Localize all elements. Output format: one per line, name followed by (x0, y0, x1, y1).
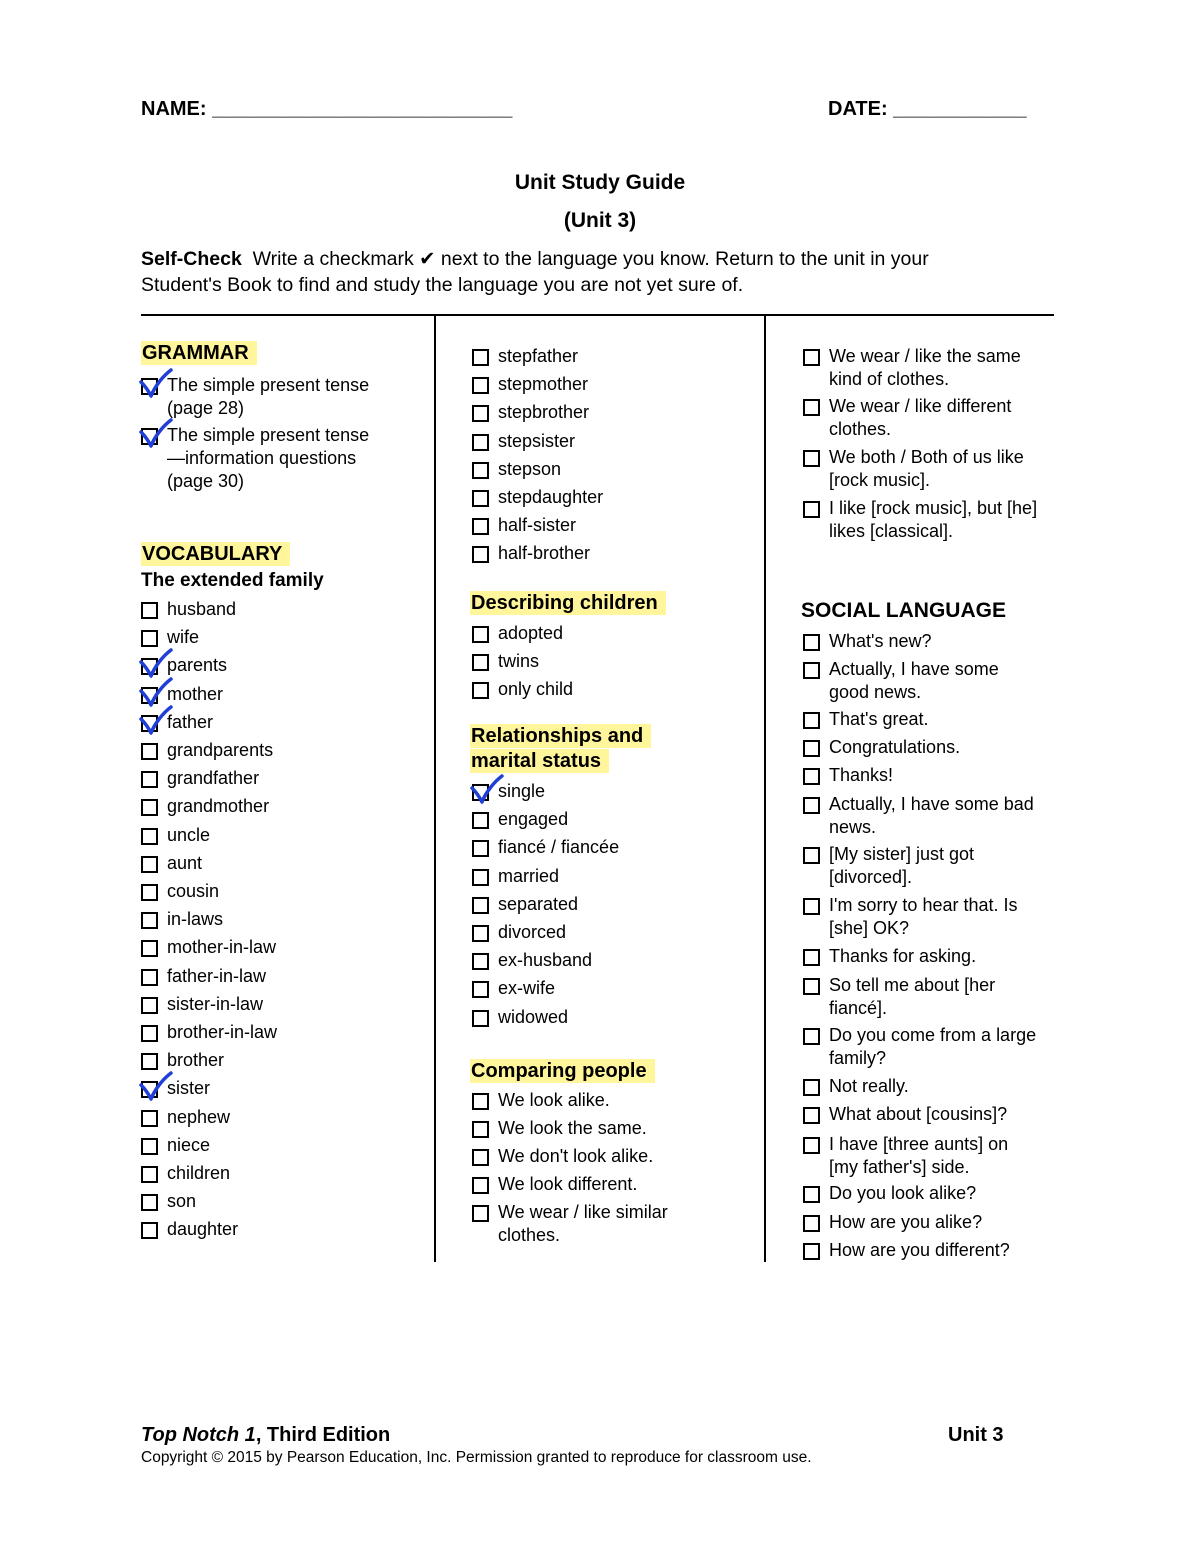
checkbox-checked[interactable] (472, 784, 489, 801)
comparing-item-we-look-alike[interactable] (472, 1089, 692, 1112)
item-label: We don't look alike. (498, 1146, 654, 1166)
social-item-do-you-look-alike[interactable] (803, 1182, 1038, 1205)
comparing-item-we-don-t-look-alike[interactable] (472, 1145, 692, 1168)
item-label: aunt (167, 852, 203, 873)
checkbox[interactable] (472, 1121, 489, 1138)
checkbox[interactable] (472, 1149, 489, 1166)
book-title-italic: Top Notch 1 (141, 1424, 256, 1446)
item-label: niece (167, 1134, 211, 1155)
item-label: children (167, 1163, 231, 1183)
checkbox[interactable] (803, 349, 820, 366)
instructions-line2: Student's Book to find and study the language you are not yet sure of. (141, 274, 744, 296)
column-divider-1 (434, 316, 436, 1262)
step-item-stepbrother[interactable] (472, 401, 732, 424)
item-label: I have [three aunts] on [my father's] side. (829, 1134, 1009, 1177)
item-label: I'm sorry to hear that. Is [she] OK? (829, 895, 1018, 938)
item-label: Do you look alike? (829, 1183, 977, 1203)
checkbox[interactable] (141, 940, 158, 957)
checkbox[interactable] (803, 1107, 820, 1124)
checkbox[interactable] (141, 997, 158, 1014)
checkbox[interactable] (472, 840, 489, 857)
checkbox[interactable] (472, 953, 489, 970)
family-item-sister-in-law[interactable] (141, 993, 401, 1016)
checkbox[interactable] (141, 602, 158, 619)
step-item-stepfather[interactable] (472, 345, 732, 368)
item-label: How are you different? (829, 1240, 1010, 1260)
item-label: How are you alike? (829, 1212, 983, 1232)
checkbox[interactable] (141, 856, 158, 873)
checkbox[interactable] (472, 981, 489, 998)
family-item-in-laws[interactable] (141, 908, 401, 931)
checkbox[interactable] (472, 546, 489, 563)
column-divider-2 (764, 316, 766, 1262)
checkbox[interactable] (803, 450, 820, 467)
item-label: brother (167, 1050, 225, 1071)
checkbox[interactable] (141, 884, 158, 901)
item-label: daughter (167, 1219, 239, 1240)
relationship-item-divorced[interactable] (472, 921, 732, 944)
instructions-line1: Write a checkmark ✔ next to the language you know. Return to the unit in your (241, 248, 929, 270)
grammar-item-the-simple-present-tense-page-28[interactable] (141, 374, 381, 420)
checkbox[interactable] (472, 405, 489, 422)
checkbox[interactable] (472, 1010, 489, 1027)
step-item-stepson[interactable] (472, 458, 732, 481)
relationship-item-ex-wife[interactable] (472, 977, 732, 1000)
checkbox[interactable] (472, 349, 489, 366)
item-label: The simple present tense (page 28) (167, 375, 370, 418)
item-label: ex-husband (498, 950, 593, 971)
social-item-what-about-cousins[interactable] (803, 1103, 1038, 1126)
step-item-stepsister[interactable] (472, 430, 732, 453)
checkbox[interactable] (141, 743, 158, 760)
item-label: We look the same. (498, 1118, 647, 1138)
checkbox[interactable] (472, 1093, 489, 1110)
item-label: ex-wife (498, 978, 556, 999)
item-label: father (167, 711, 214, 732)
checkbox[interactable] (472, 434, 489, 451)
item-label: brother-in-law (167, 1022, 278, 1042)
social-item-congratulations[interactable] (803, 736, 1038, 759)
item-label: adopted (498, 623, 564, 643)
relationship-item-fianc-fianc-e[interactable] (472, 836, 732, 859)
checkbox[interactable] (803, 847, 820, 864)
footer-book-title (141, 1424, 390, 1447)
page-title: Unit Study Guide (514, 171, 686, 194)
item-label: stepdaughter (498, 487, 604, 507)
family-item-grandfather[interactable] (141, 767, 401, 790)
checkbox[interactable] (141, 912, 158, 929)
family-item-wife[interactable] (141, 626, 401, 649)
checkbox[interactable] (803, 634, 820, 651)
item-label: That's great. (829, 709, 929, 729)
extended-family-heading: The extended family (141, 570, 324, 591)
name-field[interactable]: NAME: ___________________________ (141, 98, 513, 120)
family-item-niece[interactable] (141, 1134, 401, 1157)
item-label: son (167, 1191, 197, 1212)
checkbox[interactable] (803, 949, 820, 966)
comparing-item-we-look-the-same[interactable] (472, 1117, 692, 1140)
checkbox[interactable] (141, 1025, 158, 1042)
item-label: I like [rock music], but [he] likes [classical]. (829, 498, 1038, 541)
family-item-grandmother[interactable] (141, 795, 401, 818)
step-item-half-sister[interactable] (472, 514, 732, 537)
item-label: We wear / like similar clothes. (498, 1202, 668, 1245)
relationship-item-separated[interactable] (472, 893, 732, 916)
item-label: mother-in-law (167, 937, 277, 958)
item-label: half-brother (498, 543, 591, 564)
family-item-mother[interactable] (141, 683, 401, 706)
social-item-not-really[interactable] (803, 1075, 1038, 1098)
social-item-so-tell-me-about-her-fianc[interactable] (803, 974, 1038, 1020)
checkbox[interactable] (141, 1222, 158, 1239)
checkbox[interactable] (141, 799, 158, 816)
relationship-item-ex-husband[interactable] (472, 949, 732, 972)
relationship-item-engaged[interactable] (472, 808, 732, 831)
item-label: mother (167, 683, 224, 704)
item-label: What's new? (829, 631, 932, 651)
family-item-brother[interactable] (141, 1049, 401, 1072)
family-item-grandparents[interactable] (141, 739, 401, 762)
item-label: sister (167, 1078, 211, 1099)
social-item-thanks-for-asking[interactable] (803, 945, 1038, 968)
item-label: stepsister (498, 430, 576, 451)
checkbox[interactable] (472, 654, 489, 671)
family-item-brother-in-law[interactable] (141, 1021, 401, 1044)
checkbox[interactable] (472, 897, 489, 914)
item-label: half-sister (498, 515, 577, 536)
checkbox[interactable] (141, 1194, 158, 1211)
checkbox[interactable] (472, 626, 489, 643)
family-item-cousin[interactable] (141, 880, 401, 903)
checkbox[interactable] (472, 869, 489, 886)
item-label: We wear / like different clothes. (829, 396, 1012, 439)
checkbox-checked[interactable] (141, 378, 158, 395)
divider-horizontal (141, 314, 1054, 316)
family-item-father[interactable] (141, 711, 401, 734)
checkbox[interactable] (472, 682, 489, 699)
item-label: cousin (167, 881, 220, 901)
copyright-notice: Copyright © 2015 by Pearson Education, Inc. Permission granted to reproduce for classroom use. (141, 1449, 812, 1466)
item-label: widowed (498, 1006, 569, 1027)
item-label: Thanks for asking. (829, 946, 977, 966)
checkbox[interactable] (141, 771, 158, 788)
item-label: [My sister] just got [divorced]. (829, 844, 975, 887)
family-item-husband[interactable] (141, 598, 401, 621)
footer-unit: Unit 3 (948, 1424, 1004, 1446)
checkbox[interactable] (803, 797, 820, 814)
item-label: grandfather (167, 768, 260, 789)
social-item-i-have-three-aunts-on-my-father-s-side[interactable] (803, 1133, 1038, 1179)
item-label: uncle (167, 824, 211, 845)
checkbox-checked[interactable] (141, 428, 158, 445)
checkbox[interactable] (141, 630, 158, 647)
family-item-daughter[interactable] (141, 1218, 401, 1241)
children-item-only-child[interactable] (472, 678, 732, 701)
social-item-i-m-sorry-to-hear-that-is-she-ok[interactable] (803, 894, 1038, 940)
page-subtitle: (Unit 3) (563, 209, 637, 232)
checkbox[interactable] (472, 518, 489, 535)
grammar-heading: GRAMMAR (141, 341, 257, 365)
checkbox[interactable] (472, 377, 489, 394)
checkbox[interactable] (472, 490, 489, 507)
item-label: divorced (498, 922, 567, 942)
checkbox[interactable] (472, 462, 489, 479)
item-label: stepmother (498, 374, 589, 395)
item-label: We wear / like the same kind of clothes. (829, 346, 1021, 389)
item-label: married (498, 865, 560, 886)
item-label: husband (167, 599, 237, 619)
date-field[interactable]: DATE: ____________ (828, 98, 1027, 120)
checkbox[interactable] (803, 501, 820, 518)
comparing-item-we-wear-like-similar-clothes[interactable] (472, 1201, 692, 1247)
item-label: wife (167, 627, 200, 648)
family-item-aunt[interactable] (141, 852, 401, 875)
relationship-item-married[interactable] (472, 865, 732, 888)
social-item-what-s-new[interactable] (803, 630, 1038, 653)
social-item-actually-i-have-some-bad-news[interactable] (803, 793, 1038, 839)
family-item-nephew[interactable] (141, 1106, 401, 1129)
item-label: Thanks! (829, 765, 894, 785)
item-label: single (498, 781, 546, 801)
children-item-adopted[interactable] (472, 622, 732, 645)
step-item-stepdaughter[interactable] (472, 486, 732, 509)
item-label: father-in-law (167, 965, 267, 986)
checkbox[interactable] (472, 1177, 489, 1194)
comparing-more-item-we-wear-like-different-clothes[interactable] (803, 395, 1043, 441)
social-item-do-you-come-from-a-large-family[interactable] (803, 1024, 1038, 1070)
family-item-children[interactable] (141, 1162, 401, 1185)
family-item-mother-in-law[interactable] (141, 936, 401, 959)
family-item-sister[interactable] (141, 1077, 401, 1100)
vocabulary-heading: VOCABULARY (141, 542, 290, 566)
checkbox[interactable] (803, 898, 820, 915)
item-label: grandparents (167, 740, 274, 760)
checkbox[interactable] (472, 812, 489, 829)
checkbox[interactable] (472, 1205, 489, 1222)
item-label: Congratulations. (829, 737, 961, 757)
item-label: What about [cousins]? (829, 1104, 1008, 1124)
item-label: grandmother (167, 796, 270, 817)
checkbox-checked[interactable] (141, 658, 158, 675)
checkbox[interactable] (141, 1138, 158, 1155)
checkbox[interactable] (803, 1243, 820, 1260)
checkbox[interactable] (803, 1137, 820, 1154)
social-item-my-sister-just-got-divorced[interactable] (803, 843, 1038, 889)
social-item-how-are-you-alike[interactable] (803, 1211, 1038, 1234)
item-label: So tell me about [her fiancé]. (829, 975, 996, 1018)
comparing-more-item-i-like-rock-music-but-he-likes-classical[interactable] (803, 497, 1043, 543)
item-label: only child (498, 679, 574, 700)
self-check-label: Self-Check (141, 248, 242, 270)
checkbox[interactable] (803, 1079, 820, 1096)
grammar-item-the-simple-present-tense-information-que[interactable] (141, 424, 381, 493)
family-item-parents[interactable] (141, 654, 401, 677)
item-label: Do you come from a large family? (829, 1025, 1037, 1068)
family-item-uncle[interactable] (141, 824, 401, 847)
checkbox[interactable] (141, 828, 158, 845)
item-label: fiancé / fiancée (498, 837, 620, 858)
checkbox[interactable] (803, 978, 820, 995)
children-item-twins[interactable] (472, 650, 732, 673)
checkbox[interactable] (141, 1053, 158, 1070)
item-label: Actually, I have some good news. (829, 659, 999, 702)
relationship-item-single[interactable] (472, 780, 732, 803)
item-label: We look alike. (498, 1090, 610, 1110)
item-label: in-laws (167, 909, 224, 930)
family-item-son[interactable] (141, 1190, 401, 1213)
item-label: twins (498, 651, 540, 672)
checkbox[interactable] (803, 399, 820, 416)
checkbox[interactable] (141, 969, 158, 986)
social-item-how-are-you-different[interactable] (803, 1239, 1038, 1262)
self-check-instructions (141, 246, 1041, 298)
checkbox[interactable] (472, 925, 489, 942)
step-item-half-brother[interactable] (472, 542, 732, 565)
item-label: We look different. (498, 1174, 638, 1194)
relationships-heading-line1: Relationships and (470, 724, 651, 748)
family-item-father-in-law[interactable] (141, 965, 401, 988)
comparing-item-we-look-different[interactable] (472, 1173, 692, 1196)
checkbox[interactable] (803, 1215, 820, 1232)
item-label: stepfather (498, 346, 579, 366)
item-label: parents (167, 655, 228, 676)
social-language-heading: SOCIAL LANGUAGE (801, 599, 1006, 622)
checkbox[interactable] (803, 662, 820, 679)
checkbox[interactable] (803, 1186, 820, 1203)
comparing-more-item-we-both-both-of-us-like-rock-music[interactable] (803, 446, 1043, 492)
item-label: We both / Both of us like [rock music]. (829, 447, 1024, 490)
checkbox[interactable] (803, 740, 820, 757)
checkbox[interactable] (141, 1110, 158, 1127)
item-label: separated (498, 893, 579, 914)
checkbox[interactable] (803, 712, 820, 729)
item-label: sister-in-law (167, 993, 264, 1014)
relationships-heading-line2: marital status (470, 749, 609, 773)
checkbox-checked[interactable] (141, 1081, 158, 1098)
relationship-item-widowed[interactable] (472, 1006, 732, 1029)
item-label: engaged (498, 809, 569, 830)
social-item-thanks[interactable] (803, 764, 1038, 787)
comparing-people-heading: Comparing people (470, 1059, 655, 1083)
checkbox-checked[interactable] (141, 687, 158, 704)
social-item-actually-i-have-some-good-news[interactable] (803, 658, 1038, 704)
item-label: nephew (167, 1106, 231, 1127)
checkbox[interactable] (141, 1166, 158, 1183)
checkbox[interactable] (803, 768, 820, 785)
step-item-stepmother[interactable] (472, 373, 732, 396)
item-label: The simple present tense—information questions (page 30) (167, 425, 370, 491)
item-label: stepbrother (498, 402, 590, 423)
item-label: Not really. (829, 1076, 909, 1096)
comparing-more-item-we-wear-like-the-same-kind-of-clothes[interactable] (803, 345, 1043, 391)
checkbox[interactable] (803, 1028, 820, 1045)
checkbox-checked[interactable] (141, 715, 158, 732)
book-edition: , Third Edition (255, 1424, 391, 1446)
describing-children-heading: Describing children (470, 591, 666, 615)
item-label: Actually, I have some bad news. (829, 794, 1034, 837)
item-label: stepson (498, 458, 562, 479)
social-item-that-s-great[interactable] (803, 708, 1038, 731)
